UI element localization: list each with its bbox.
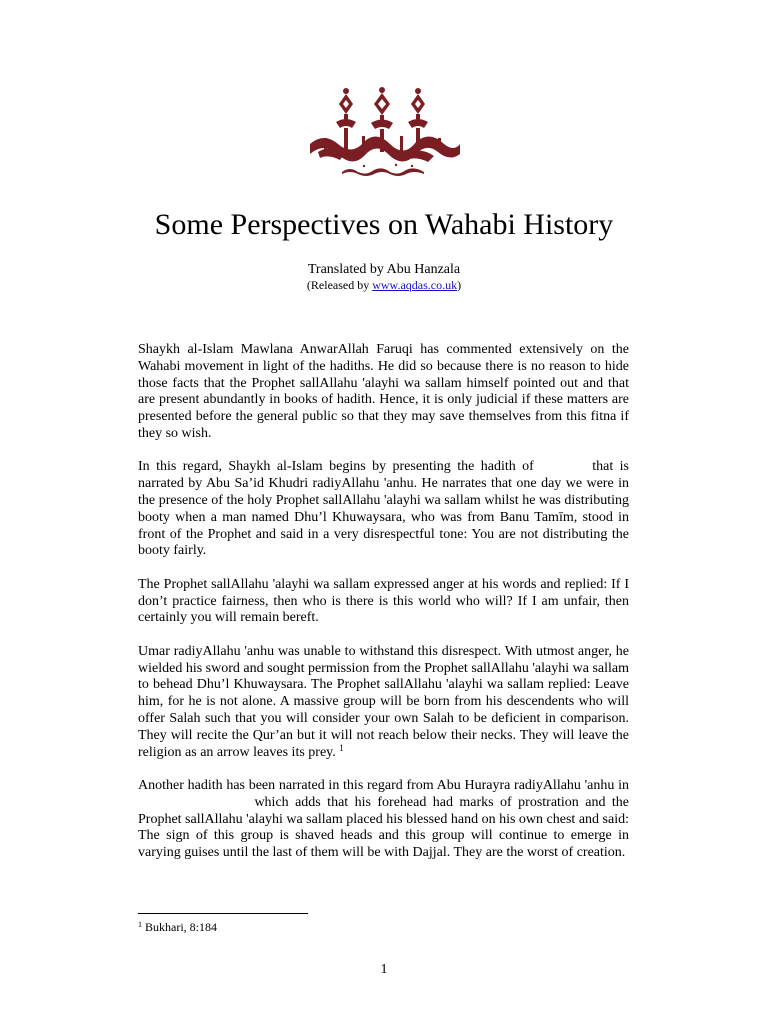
paragraph-5-part-2: which adds that his forehead had marks of prostration and the Prophet sallAllahu 'alayhi wa sallam placed his blessed hand on his own chest and said: The sign of this group is shaved heads and this group will continue to emerge in varying guises until the last of them will be with Dajjal. They are the worst of creation. (138, 794, 629, 861)
arabic-calligraphy-logo-icon (304, 86, 464, 178)
page-number: 1 (380, 962, 388, 977)
footnote-divider (138, 913, 308, 914)
paragraph-4-text: Umar radiyAllahu 'anhu was unable to withstand this disrespect. With utmost anger, he wielded his sword and sought permission from the Prophet sallAllahu 'alayhi wa sallam to behead Dhu’l Khuwaysara. The Prophet sallAllahu 'alayhi wa sallam replied: Leave him, for he is not alone. A massive group will be born from his descendents who will offer Salah such that you will consider your own Salah to be deficient in comparison. They will recite the Qur’an but it will not reach below their necks. They will leave the religion as an arrow leaves its prey. (138, 643, 629, 760)
release-suffix: ) (457, 278, 462, 292)
paragraph-2 (138, 459, 629, 560)
translator-credit: Translated by Abu Hanzala (307, 262, 461, 277)
footnote (138, 920, 217, 934)
paragraph-1: Shaykh al-Islam Mawlana AnwarAllah Faruqi has commented extensively on the Wahabi movement in light of the hadiths. He did so because there is no reason to hide those facts that the Prophet sallAllahu 'alayhi wa sallam himself pointed out and that are present abundantly in books of hadith. Hence, it is only judicial if these matters are presented before the general public so that they may save themselves from this fitna if they so wish. (138, 342, 629, 441)
document-title: Some Perspectives on Wahabi History (154, 208, 614, 241)
paragraph-5 (138, 778, 629, 862)
paragraph-4 (138, 644, 629, 762)
paragraph-2-part-2: that is narrated by Abu Sa’id Khudri radiyAllahu 'anhu. He narrates that one day we were in the presence of the holy Prophet sallAllahu 'alayhi wa sallam whilst he was distributing booty when a man named Dhu’l Khuwaysara, who was from Banu Tamīm, stood in front of the Prophet and said in a very disrespectful tone: You are not distributing the booty fairly. (138, 459, 629, 559)
footnote-reference[interactable]: 1 (339, 742, 344, 753)
aqdas-website-link[interactable]: www.aqdas.co.uk (372, 278, 458, 292)
paragraph-3: The Prophet sallAllahu 'alayhi wa sallam expressed anger at his words and replied: If I don’t practice fairness, then who is there is this world who will? If I am unfair, then certainly you will remain bereft. (138, 576, 629, 626)
paragraph-2-part-1: In this regard, Shaykh al-Islam begins by presenting the hadith of (138, 459, 534, 475)
article-body (138, 342, 629, 878)
footnote-text: Bukhari, 8:184 (145, 920, 217, 934)
footnote-number: 1 (138, 920, 142, 929)
paragraph-5-part-1: Another hadith has been narrated in this regard from Abu Hurayra radiyAllahu 'anhu in (138, 777, 629, 793)
release-credit (0, 278, 768, 293)
release-prefix: (Released by (306, 278, 373, 292)
